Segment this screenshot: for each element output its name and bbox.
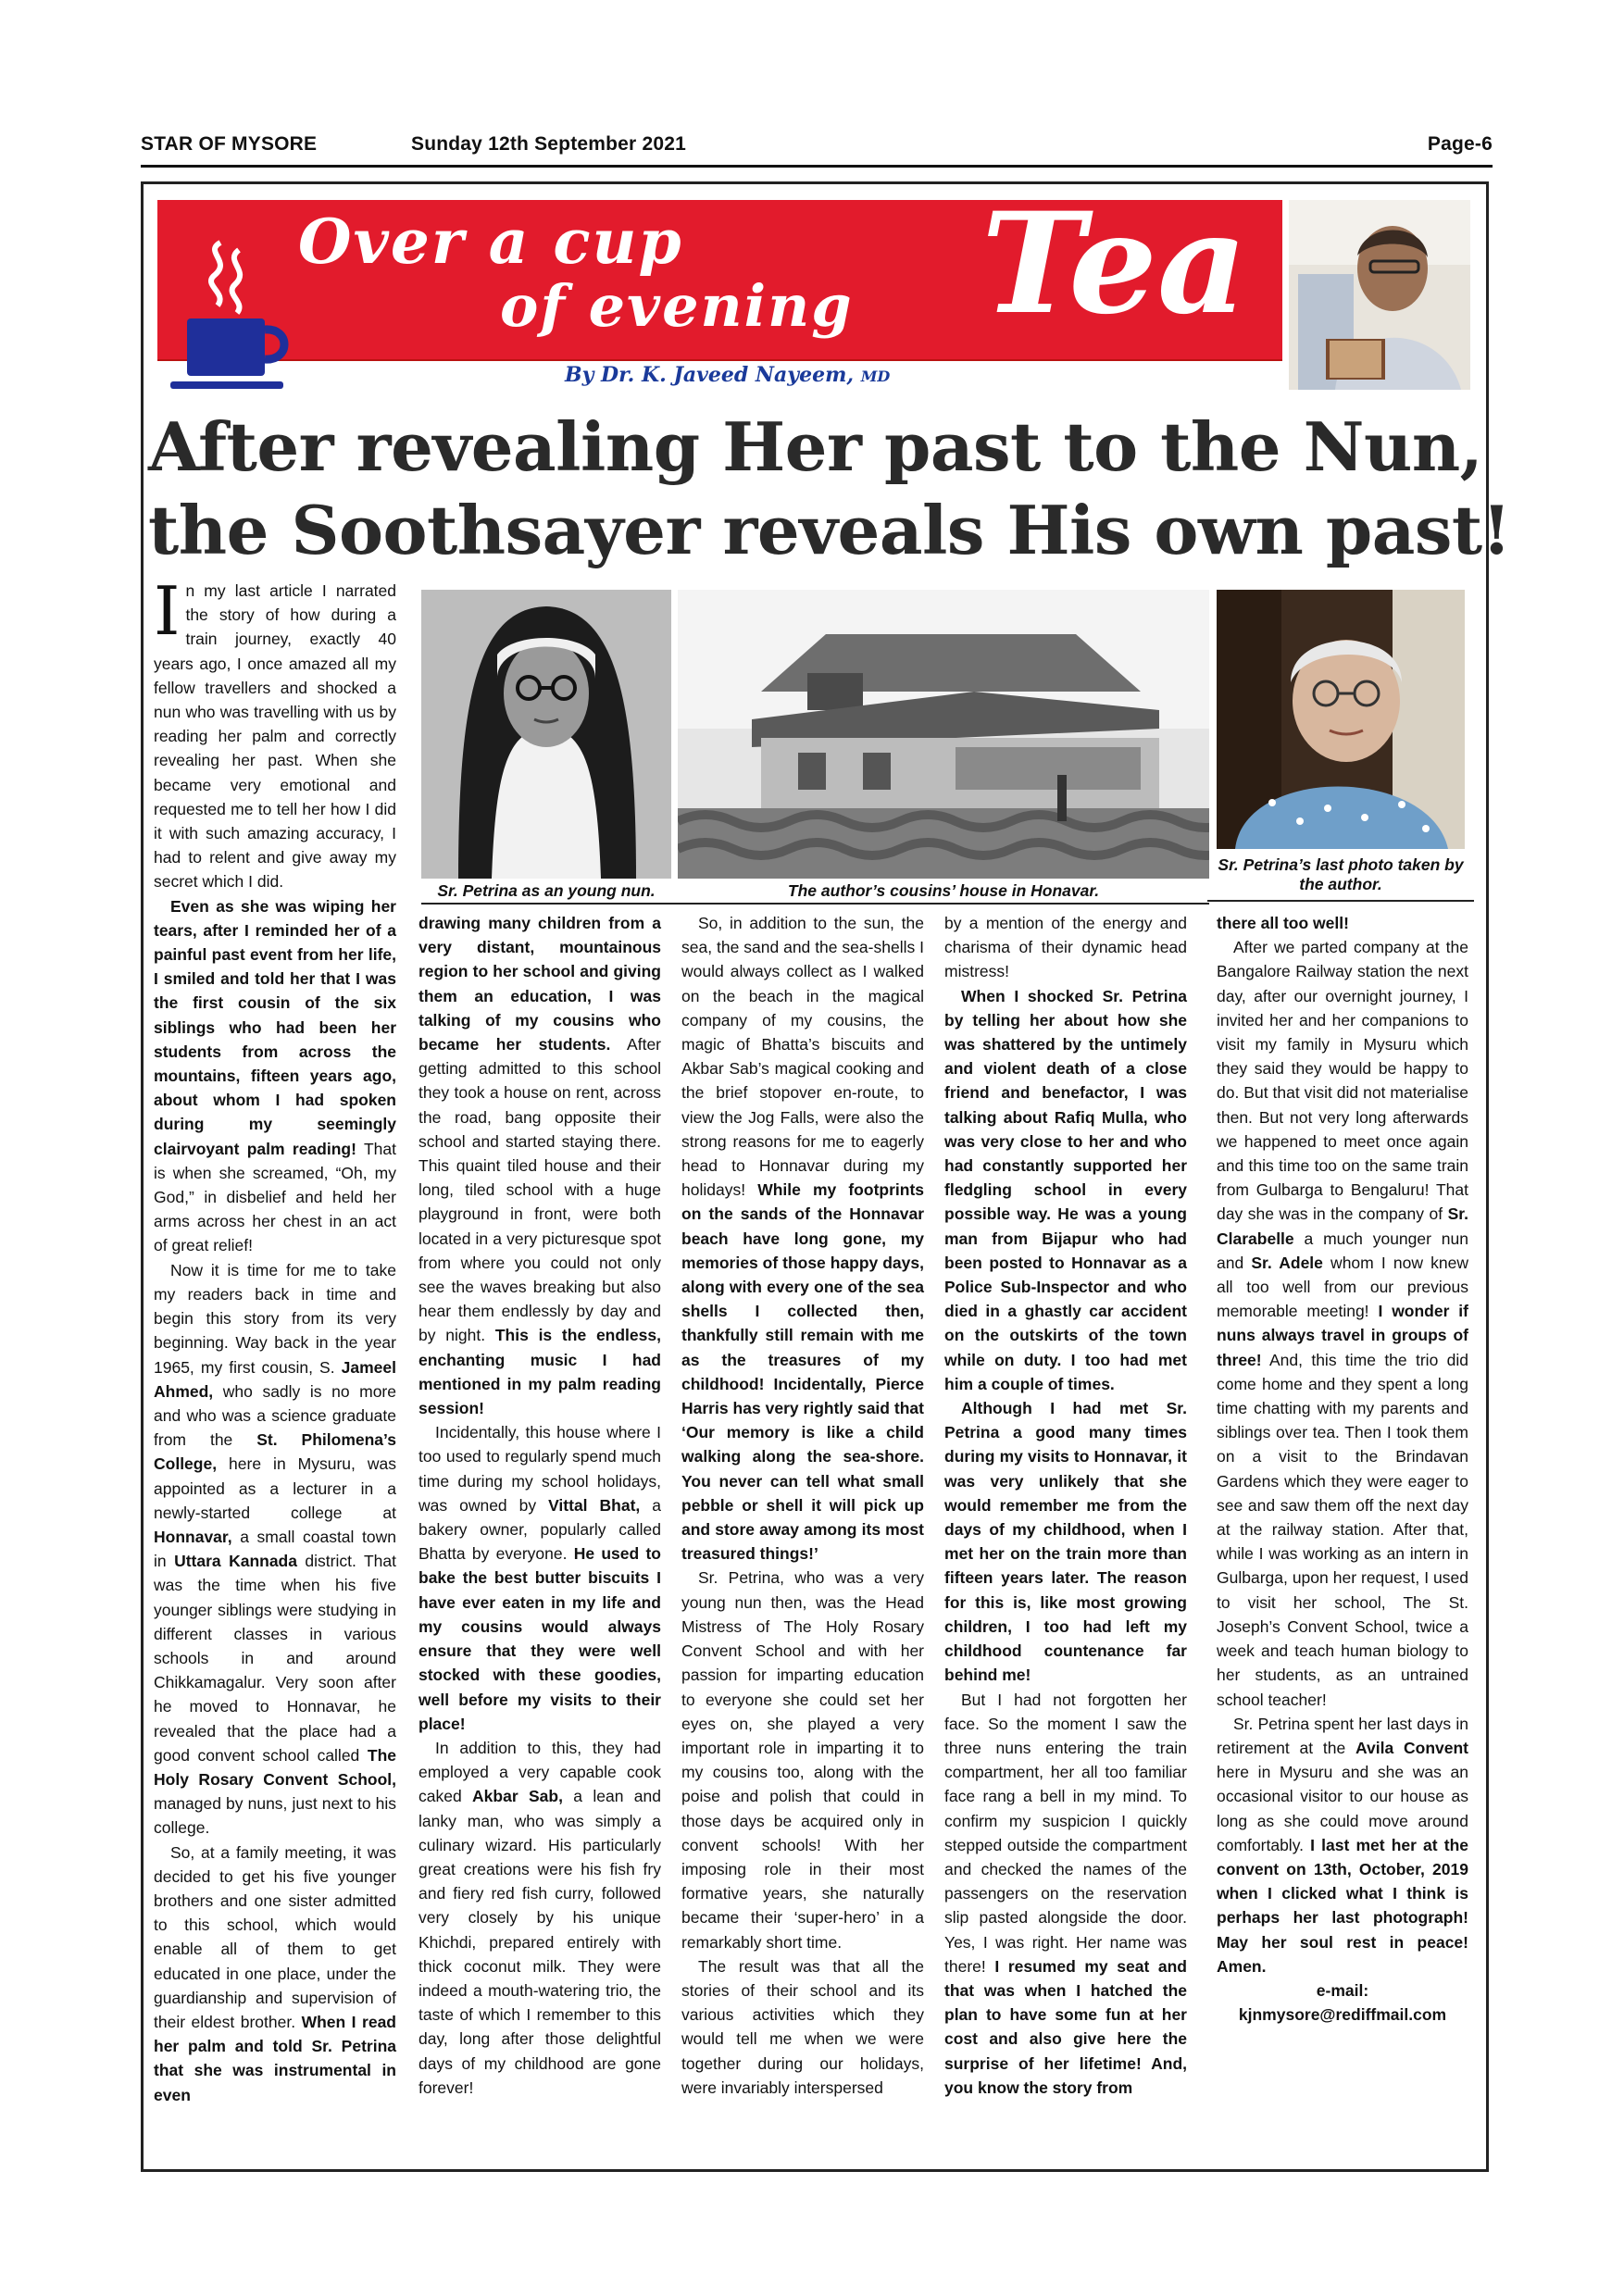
young-nun-photo — [421, 590, 671, 879]
article-paragraph: After we parted company at the Bangalore Railway station the next day, after our overnight journey, I invited her and her companions to visit my family in Mysuru which they said they would be happy to do. But that visit did not materialise then. But not very long afterwards we happened to meet once again and this time too on the same train from Gulbarga to Bengaluru! That day she was in the company of Sr. Clarabelle a much younger nun and Sr. Adele whom I now knew all too well from our previous memorable meeting! I wonder if nuns always travel in groups of three! And, this time the trio did come home and they spent a long time chatting with my parents and siblings over tea. Then I took them on a visit to the Brindavan Gardens which they were eager to see and saw them off the next day at the railway station. After that, while I was working as an intern in Gulbarga, upon her request, I used to visit her school, The St. Joseph’s Convent School, twice a week and teach human biology to her students, as an untrained school teacher! — [1217, 938, 1469, 1709]
byline-name: By Dr. K. Javeed Nayeem, — [565, 363, 855, 387]
headline-line2: the Soothsayer reveals His own past! — [148, 491, 1511, 569]
article-column-1 — [154, 572, 396, 2107]
article-paragraph: there all too well! — [1217, 914, 1349, 932]
author-photo — [1289, 200, 1470, 390]
page-number: Page-6 — [1427, 133, 1493, 155]
byline-suffix: MD — [860, 368, 891, 385]
article-paragraph: But I had not forgotten her face. So the moment I saw the three nuns entering the train compartment, her all too familiar face rang a bell in my mind. To confirm my suspicion I quickly stepped outside the compartment and checked the names of the passengers on the reservation slip pasted alongside the door. Yes, I was right. Her name was there! I resumed my seat and that was when I hatched the plan to have some fun at her cost and also give here the surprise of her lifetime! And, you know the story from — [944, 1690, 1187, 2097]
article-paragraph: So, in addition to the sun, the sea, the sand and the sea-shells I would always collect as I walked on the beach in the magical company of my cousins, the magic of Bhatta’s biscuits and Akbar Sab’s magical cooking and the brief stopover en-route, to view the Jog Falls, were also the strong reasons for me to eagerly head to Honnavar during my holidays! While my footprints on the sands of the Honnavar beach have long gone, my memories of those happy days, along with every one of the sea shells I collected then, thankfully still remain with me as the treasures of my childhood! Incidentally, Pierce Harris has very rightly said that ‘Our memory is like a child walking along the sea-shore. You never can tell what small pebble or shell it will pick up and store away among its most treasured things!’ — [681, 914, 925, 1564]
article-paragraph: So, at a family meeting, it was decided to get his five younger brothers and one sister admitted to this school, which would enable all of them to get educated in one place, under the guardianship and supervision of their eldest brother. When I read her palm and told Sr. Petrina that she was instrumental in even — [154, 1842, 396, 2104]
article-paragraph: by a mention of the energy and charisma of their dynamic head mistress! — [944, 914, 1187, 981]
author-byline — [565, 363, 890, 387]
caption-rule-right — [1207, 900, 1474, 902]
drop-cap: I — [154, 572, 181, 650]
banner-title-line1: Over a cup — [298, 206, 683, 278]
article-paragraph: drawing many children from a very distant, mountainous region to her school and giving them an education, I was talking of my cousins who became her students. After getting admitted to this school they took a house on rent, across the road, bang opposite their school and started staying there. This quaint tiled house and their long, tiled school with a huge playground in front, were both located in a very picturesque spot from where you could not only see the waves breaking but also hear them endlessly by day and by night. This is the endless, enchanting music I had mentioned in my palm reading session! — [418, 914, 661, 1418]
caption-young-nun: Sr. Petrina as an young nun. — [437, 881, 656, 900]
honavar-house-photo — [678, 590, 1209, 879]
folio-rule — [141, 165, 1493, 168]
article-paragraph: The result was that all the stories of their school and its various activities which they would tell me when we were together during our holidays, were invariably interspersed — [681, 1956, 924, 2097]
article-paragraph: In my last article I narrated the story of how during a train journey, exactly 40 years ago, I once amazed all my fellow travellers and shocked a nun who was travelling with us by reading her palm and correctly revealing her past. When she became very emotional and requested me to tell her how I did it with such amazing accuracy, I had to relent and give away my secret which I did. — [154, 572, 396, 892]
tea-cup-icon — [167, 233, 306, 391]
article-column-5 — [1217, 911, 1468, 2027]
article-paragraph: Incidentally, this house where I too used to regularly spend much time during my school holidays, was owned by Vittal Bhat, a bakery owner, popularly called Bhatta by everyone. He used to bake the best butter biscuits I have ever eaten in my life and my cousins would always ensure that they were well stocked with these goodies, well before my visits to their place! — [418, 1423, 661, 1733]
email-label: e-mail: — [1316, 1980, 1369, 2000]
banner-title-tea: Tea — [981, 182, 1248, 345]
headline-line1: After revealing Her past to the Nun, — [148, 407, 1483, 486]
article-column-3 — [681, 911, 924, 2100]
author-email[interactable]: kjnmysore@rediffmail.com — [1238, 2005, 1447, 2025]
article-paragraph: When I shocked Sr. Petrina by telling her about how she was shattered by the untimely and violent death of a close friend and benefactor, I was talking about Rafiq Mulla, who was very close to her and who had constantly supported her fledgling school in every possible way. He was a young man from Bijapur who had been posted to Honnavar as a Police Sub-Inspector and who died in a ghastly car accident on the outskirts of the town while on duty. I too had met him a couple of times. — [944, 986, 1187, 1393]
caption-last-photo: Sr. Petrina’s last photo taken by the author. — [1218, 855, 1464, 893]
folio-line — [141, 130, 1493, 163]
caption-house: The author’s cousins’ house in Honavar. — [787, 881, 1100, 900]
paper-name: STAR OF MYSORE — [141, 133, 318, 155]
article-paragraph: Now it is time for me to take my readers back in time and begin this story from its very beginning. Way back in the year 1965, my first cousin, S. Jameel Ahmed, who sadly is no more and who was a science graduate from the St. Philomena’s College, here in Mysuru, was appointed as a lecturer in a newly-started college at Honnavar, a small coastal town in Uttara Kannada district. That was the time when his five younger siblings were studying in different classes in various schools in and around Chikkamagalur. Very soon after he moved to Honnavar, he revealed that the place had a good convent school called The Holy Rosary Convent School, managed by nuns, just next to his college. — [154, 1260, 396, 1838]
article-paragraph: Sr. Petrina, who was a very young nun then, was the Head Mistress of The Holy Rosary Convent School and with her passion for imparting education to everyone she could set her eyes on, she played a very important role in imparting it to my cousins too, along with the poise and polish that could in those days be acquired only in convent schools! With her imposing role in their most formative years, she naturally became their ‘super-hero’ in a remarkably short time. — [681, 1568, 924, 1952]
article-paragraph: Although I had met Sr. Petrina a good many times during my visits to Honnavar, it was very unlikely that she would remember me from the days of my childhood, when I met her on the train more than fifteen years later. The reason for this is, like most growing children, I too had left my childhood countenance far behind me! — [944, 1399, 1187, 1685]
issue-date: Sunday 12th September 2021 — [411, 133, 686, 155]
article-column-4 — [944, 911, 1187, 2100]
article-paragraph: Sr. Petrina spent her last days in retirement at the Avila Convent here in Mysuru and she was an occasional visitor to our house as long as she could move around comfortably. I last met her at the convent on 13th, October, 2019 when I clicked what I think is perhaps her last photograph! May her soul rest in peace! Amen. — [1217, 1714, 1469, 1976]
author-email-block — [1217, 1978, 1468, 2027]
caption-rule — [421, 903, 1209, 905]
article-paragraph: Even as she was wiping her tears, after I reminded her of a painful past event from her life, I smiled and told her that I was the first cousin of the six siblings who had been her students from across the mountains, fifteen years ago, about whom I had spoken during my seemingly clairvoyant palm reading! That is when she screamed, “Oh, my God,” in disbelief and held her arms across her chest in an act of great relief! — [154, 896, 396, 1255]
article-paragraph: In addition to this, they had employed a very capable cook caked Akbar Sab, a lean and lanky man, who was simply a culinary wizard. His particularly great creations were his fish fry and fiery red fish curry, followed very closely by his unique Khichdi, prepared entirely with thick coconut milk. They were indeed a mouth-watering trio, the taste of which I remember to this day, long after those delightful days of my childhood are gone forever! — [418, 1738, 661, 2097]
elderly-nun-photo — [1217, 590, 1465, 849]
banner-title-line2: of evening — [500, 272, 854, 340]
article-column-2 — [418, 911, 661, 2100]
